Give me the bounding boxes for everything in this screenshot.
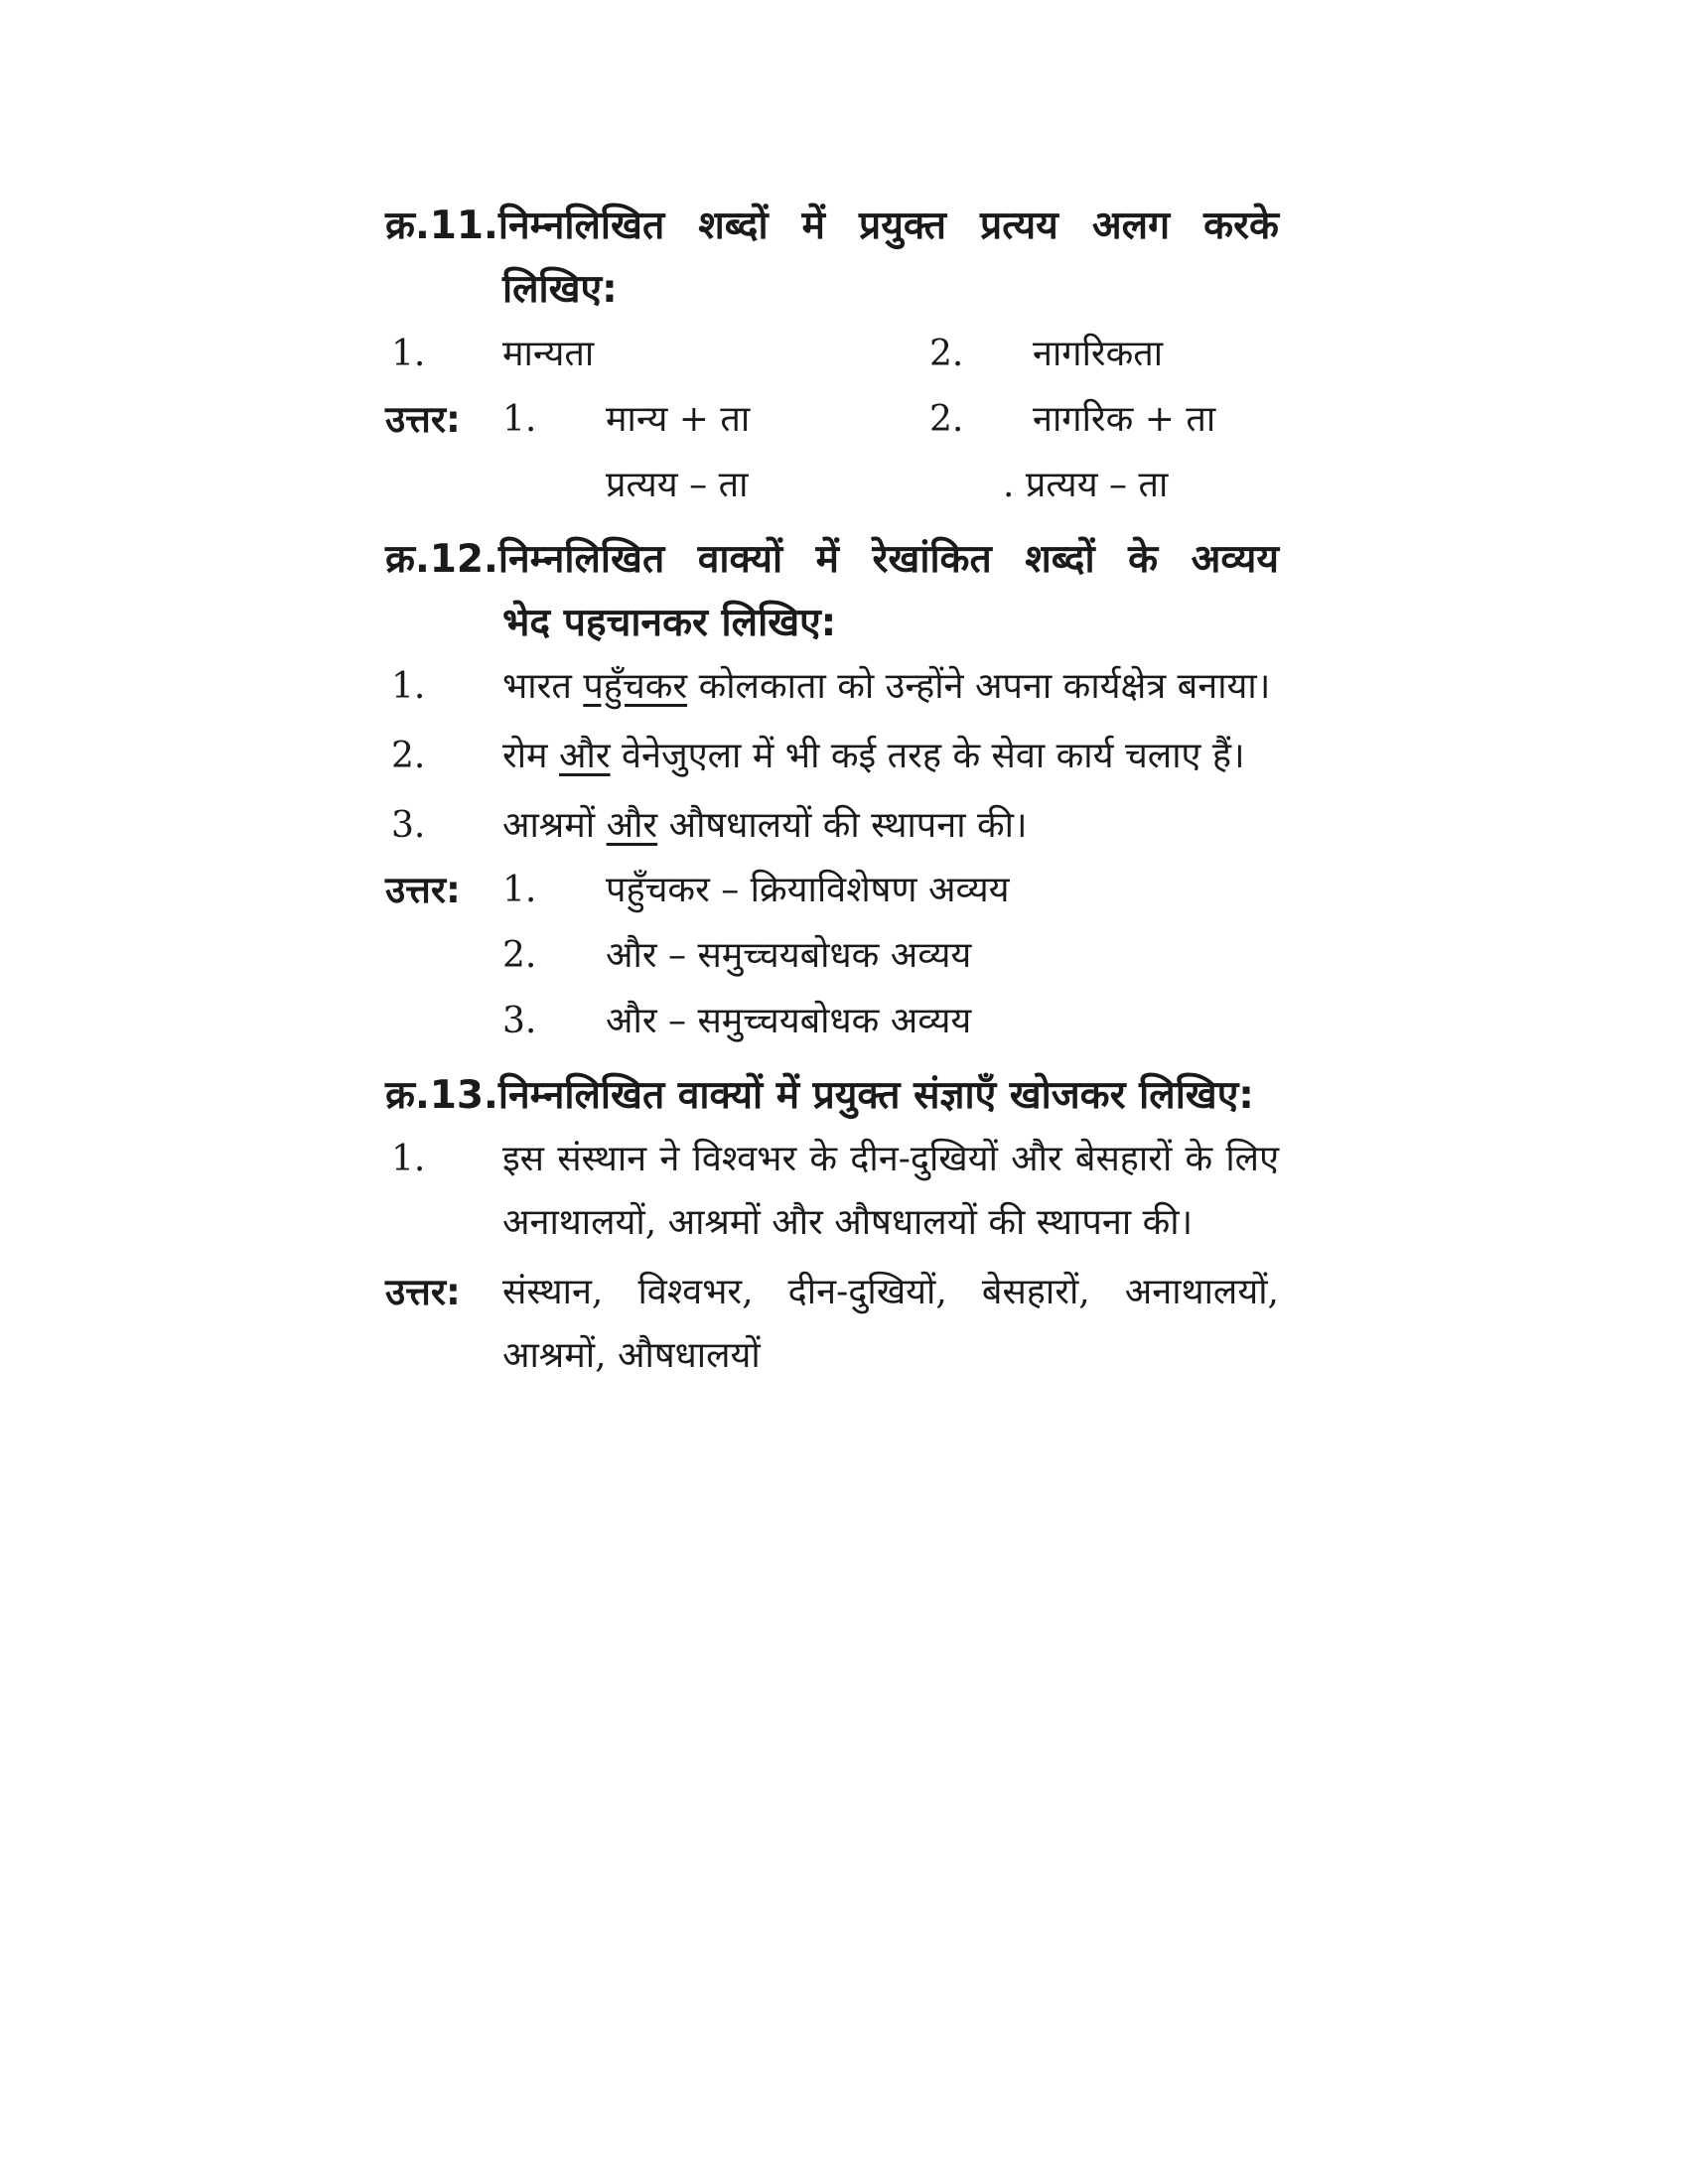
question-13-label: क्र.13. — [385, 1073, 498, 1118]
q12-s1-pre: भारत — [502, 666, 584, 707]
q12-s3-underlined: और — [606, 805, 658, 846]
q13-answer — [385, 1261, 1279, 1388]
q11-suffix-row — [385, 453, 1279, 518]
q11-ans1-num: 1. — [502, 399, 537, 440]
q11-ans2-num: 2. — [929, 399, 964, 440]
q11-ans2-suffix: . प्रत्यय – ता — [1003, 465, 1169, 505]
q12-sentence-3 — [385, 794, 1279, 858]
q12-s2-post: वेनेजुएला में भी कई तरह के सेवा कार्य चलाए हैं। — [610, 736, 1245, 776]
q12-a2: और – समुच्चयबोधक अव्यय — [606, 935, 972, 976]
q12-s3-post: औषधालयों की स्थापना की। — [657, 805, 1028, 846]
q13-answer-line-2: आश्रमों, औषधालयों — [502, 1335, 761, 1376]
q13-s1-num: 1. — [391, 1139, 426, 1179]
q13-s1: इस संस्थान ने विश्वभर के दीन-दुखियों और बेसहारों के लिए अनाथालयों, आश्रमों और औषधालयों की स्थापना की। — [502, 1139, 1279, 1243]
question-12-text-cont: भेद पहचानकर लिखिए: — [502, 601, 837, 645]
q12-a3-num: 3. — [502, 1001, 537, 1041]
q12-a1-num: 1. — [502, 870, 537, 910]
q11-item1-num: 1. — [391, 334, 426, 374]
q12-s2-num: 2. — [391, 736, 426, 776]
question-12-label: क्र.12. — [385, 537, 498, 582]
question-11-label: क्र.11. — [385, 204, 498, 248]
question-12-text: निम्नलिखित वाक्यों में रेखांकित शब्दों के अव्यय — [497, 537, 1279, 582]
q12-answer-row-3 — [385, 989, 1279, 1054]
q11-item2-num: 2. — [929, 334, 964, 374]
q11-ans1: मान्य + ता — [606, 399, 751, 440]
q12-s1-underlined: पहुँचकर — [583, 666, 688, 707]
q12-s2-pre: रोम — [502, 736, 560, 776]
q12-s1-num: 1. — [391, 666, 426, 707]
q11-ans2: नागरिक + ता — [1033, 399, 1216, 440]
q12-s2-underlined: और — [559, 736, 611, 776]
question-13 — [385, 1064, 1279, 1128]
q11-ans1-suffix: प्रत्यय – ता — [606, 465, 749, 505]
q12-answer-row-2 — [385, 923, 1279, 989]
q12-s1-post: कोलकाता को उन्होंने अपना कार्यक्षेत्र बनाया। — [687, 666, 1271, 707]
q11-items-row — [385, 322, 1279, 387]
question-11 — [385, 195, 1279, 322]
document-page — [385, 195, 1279, 1388]
q12-a1: पहुँचकर – क्रियाविशेषण अव्यय — [606, 870, 1010, 910]
q12-s3-num: 3. — [391, 805, 426, 846]
question-12 — [385, 528, 1279, 655]
q11-item2: नागरिकता — [1033, 334, 1164, 374]
question-11-text-cont: लिखिए: — [502, 267, 618, 312]
q12-sentence-2 — [385, 725, 1279, 788]
q13-sentence-1 — [385, 1128, 1279, 1255]
question-13-text: निम्नलिखित वाक्यों में प्रयुक्त संज्ञाएँ खोजकर लिखिए: — [497, 1073, 1254, 1118]
q12-s3-pre: आश्रमों — [502, 805, 607, 846]
q13-answer-line-1: संस्थान, विश्वभर, दीन-दुखियों, बेसहारों, अनाथालयों, — [502, 1272, 1279, 1312]
q12-answer-row-1 — [385, 858, 1279, 923]
q11-answer-row — [385, 387, 1279, 453]
q12-answer-label: उत्तर: — [385, 869, 461, 911]
q11-item1: मान्यता — [502, 334, 595, 374]
q12-sentence-1 — [385, 655, 1279, 719]
q12-a2-num: 2. — [502, 935, 537, 976]
q11-answer-label: उत्तर: — [385, 398, 461, 441]
q13-answer-label: उत्तर: — [385, 1271, 461, 1313]
q12-a3: और – समुच्चयबोधक अव्यय — [606, 1001, 972, 1041]
question-11-text: निम्नलिखित शब्दों में प्रयुक्त प्रत्यय अलग करके — [497, 204, 1279, 248]
